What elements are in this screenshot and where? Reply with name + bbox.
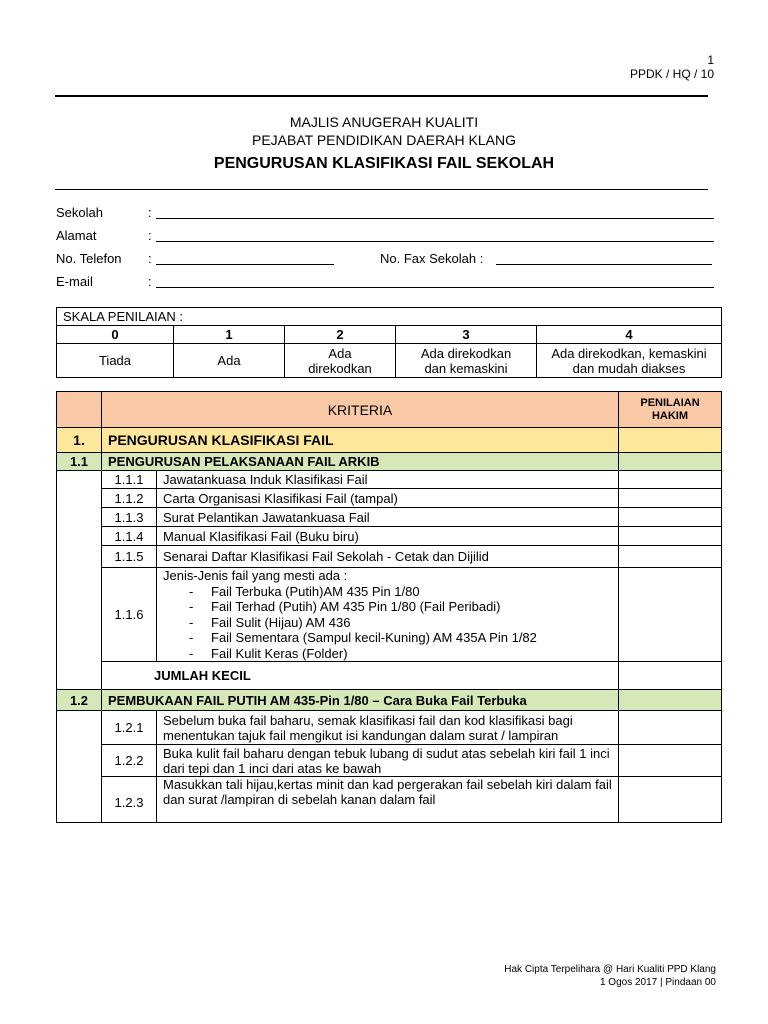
item-text	[157, 568, 619, 662]
blank-cell	[57, 471, 102, 690]
subsection-label: PEMBUKAAN FAIL PUTIH AM 435-Pin 1/80 – Cara Buka Fail Terbuka	[102, 690, 619, 711]
item-text: Carta Organisasi Klasifikasi Fail (tampal)	[157, 489, 619, 508]
header-line2: PEJABAT PENDIDIKAN DAERAH KLANG	[252, 132, 516, 148]
telefon-field[interactable]	[156, 250, 334, 265]
jumlah-label: JUMLAH KECIL	[102, 662, 619, 690]
copyright: Hak Cipta Terpelihara @ Hari Kualiti PPD Klang	[504, 964, 716, 975]
subsection-row	[57, 453, 722, 471]
page-number: 1	[707, 53, 714, 67]
email-label: E-mail	[56, 274, 93, 289]
table-row	[57, 471, 722, 489]
scale-desc: Ada direkodkan	[285, 344, 396, 378]
subsection-label: PENGURUSAN PELAKSANAAN FAIL ARKIB	[102, 453, 619, 471]
table-row	[57, 711, 722, 745]
revision-date: 1 Ogos 2017 | Pindaan 00	[599, 977, 716, 988]
scale-desc: Ada direkodkan dan kemaskini	[396, 344, 537, 378]
header-penilaian: PENILAIAN HAKIM	[619, 392, 722, 428]
item-text: Manual Klasifikasi Fail (Buku biru)	[157, 527, 619, 546]
scale-title: SKALA PENILAIAN :	[57, 308, 722, 326]
blank-cell	[57, 711, 102, 823]
score-cell[interactable]	[619, 777, 722, 823]
list-item: - Fail Sulit (Hijau) AM 436	[189, 615, 612, 631]
criteria-header-row	[57, 392, 722, 428]
section-row	[57, 428, 722, 453]
table-row	[57, 527, 722, 546]
score-cell[interactable]	[619, 662, 722, 690]
document-title: PENGURUSAN KLASIFIKASI FAIL SEKOLAH	[213, 155, 555, 172]
score-cell[interactable]	[619, 453, 722, 471]
alamat-field[interactable]	[156, 227, 714, 242]
list-item: - Fail Sementara (Sampul kecil-Kuning) AM 435A Pin 1/82	[189, 630, 612, 646]
fax-label: No. Fax Sekolah :	[380, 251, 484, 266]
scale-desc-row	[57, 344, 722, 378]
colon: :	[148, 205, 152, 220]
score-cell[interactable]	[619, 428, 722, 453]
colon: :	[148, 274, 152, 289]
item-number: 1.2.1	[102, 711, 157, 745]
jumlah-row	[57, 662, 722, 690]
scale-level: 0	[57, 326, 174, 344]
item-number: 1.1.2	[102, 489, 157, 508]
scale-level: 2	[285, 326, 396, 344]
table-row	[57, 745, 722, 777]
scale-level: 1	[174, 326, 285, 344]
item-text: Masukkan tali hijau,kertas minit dan kad pergerakan fail sebelah kiri dalam fail dan surat /lampiran di sebelah kanan dalam fail	[157, 777, 619, 823]
item-number: 1.1.3	[102, 508, 157, 527]
list-item: - Fail Terbuka (Putih)AM 435 Pin 1/80	[189, 584, 612, 600]
list-item: - Fail Kulit Keras (Folder)	[189, 646, 612, 662]
colon: :	[148, 251, 152, 266]
item-number: 1.1.6	[102, 568, 157, 662]
section-label: PENGURUSAN KLASIFIKASI FAIL	[102, 428, 619, 453]
email-field[interactable]	[156, 273, 714, 288]
item-text: Surat Pelantikan Jawatankuasa Fail	[157, 508, 619, 527]
item-text: Jawatankuasa Induk Klasifikasi Fail	[157, 471, 619, 489]
scale-desc: Tiada	[57, 344, 174, 378]
document-code: PPDK / HQ / 10	[629, 67, 714, 81]
item-number: 1.2.2	[102, 745, 157, 777]
item-text: Buka kulit fail baharu dengan tebuk lubang di sudut atas sebelah kiri fail 1 inci dari tepi dan 1 inci dari atas ke bawah	[157, 745, 619, 777]
score-cell[interactable]	[619, 745, 722, 777]
subsection-row	[57, 690, 722, 711]
item-text: Sebelum buka fail baharu, semak klasifikasi fail dan kod klasifikasi bagi menentukan tajuk fail mengikut isi kandungan dalam surat / lampiran	[157, 711, 619, 745]
scale-desc: Ada direkodkan, kemaskini dan mudah diakses	[537, 344, 722, 378]
colon: :	[148, 228, 152, 243]
item-number: 1.1.5	[102, 546, 157, 568]
table-row	[57, 546, 722, 568]
header-line1: MAJLIS ANUGERAH KUALITI	[289, 114, 479, 130]
score-cell[interactable]	[619, 489, 722, 508]
score-cell[interactable]	[619, 527, 722, 546]
list-intro: Jenis-Jenis fail yang mesti ada :	[163, 568, 348, 583]
fax-field[interactable]	[496, 250, 712, 265]
score-cell[interactable]	[619, 690, 722, 711]
footer	[504, 963, 716, 989]
scale-table	[56, 307, 722, 378]
score-cell[interactable]	[619, 546, 722, 568]
subsection-number: 1.1	[57, 453, 102, 471]
sekolah-field[interactable]	[156, 204, 714, 219]
scale-levels-row	[57, 326, 722, 344]
scale-level: 4	[537, 326, 722, 344]
scale-desc: Ada	[174, 344, 285, 378]
item-number: 1.2.3	[102, 777, 157, 823]
item-number: 1.1.1	[102, 471, 157, 489]
score-cell[interactable]	[619, 471, 722, 489]
top-rule	[55, 95, 708, 97]
alamat-label: Alamat	[56, 228, 97, 243]
scale-level: 3	[396, 326, 537, 344]
criteria-table	[56, 391, 722, 823]
section-number: 1.	[57, 428, 102, 453]
subsection-number: 1.2	[57, 690, 102, 711]
telefon-label: No. Telefon	[56, 251, 122, 266]
title-rule	[55, 189, 708, 190]
score-cell[interactable]	[619, 568, 722, 662]
table-row	[57, 777, 722, 823]
header-kriteria: KRITERIA	[102, 392, 619, 428]
table-row	[57, 508, 722, 527]
sekolah-label: Sekolah	[56, 205, 103, 220]
item-number: 1.1.4	[102, 527, 157, 546]
score-cell[interactable]	[619, 711, 722, 745]
item-text: Senarai Daftar Klasifikasi Fail Sekolah - Cetak dan Dijilid	[157, 546, 619, 568]
table-row	[57, 568, 722, 662]
file-type-list	[163, 584, 612, 662]
table-row	[57, 489, 722, 508]
score-cell[interactable]	[619, 508, 722, 527]
page-number-block	[630, 53, 714, 81]
list-item: - Fail Terhad (Putih) AM 435 Pin 1/80 (Fail Peribadi)	[189, 599, 612, 615]
